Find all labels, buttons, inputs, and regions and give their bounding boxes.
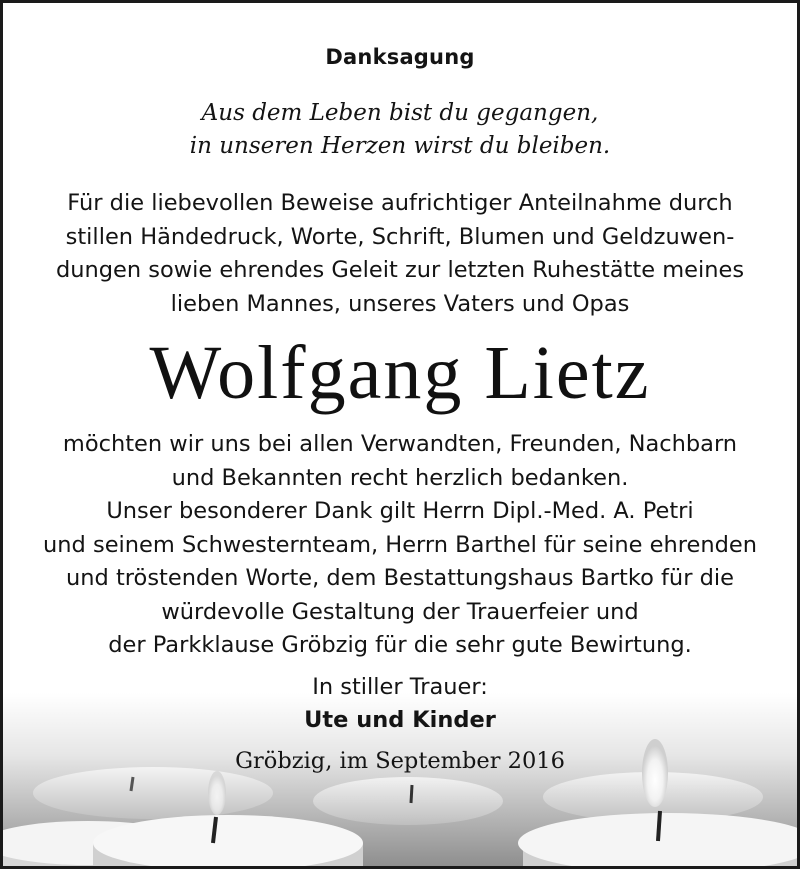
mourning-line: In stiller Trauer:	[312, 674, 488, 700]
intro-line: Für die liebevollen Beweise aufrichtiger Anteilnahme durch	[67, 190, 733, 216]
intro-line: lieben Mannes, unseres Vaters und Opas	[170, 290, 630, 317]
thanks-line: und Bekannten recht herzlich bedanken.	[171, 464, 629, 491]
intro-line: dungen sowie ehrendes Geleit zur letzten Ruhestätte meines	[55, 257, 745, 283]
mourner-names: Ute und Kinder	[304, 707, 496, 733]
thanks-paragraph	[3, 428, 797, 663]
memorial-poem	[3, 97, 797, 163]
deceased-name: Wolfgang Lietz	[149, 331, 651, 415]
thanks-line: Unser besonderer Dank gilt Herrn Dipl.-Med. A. Petri	[106, 498, 694, 524]
thanks-line: der Parkklause Gröbzig für die sehr gute Bewirtung.	[108, 632, 692, 658]
notice-heading: Danksagung	[325, 45, 475, 69]
thanks-line: möchten wir uns bei allen Verwandten, Freunden, Nachbarn	[62, 431, 738, 457]
intro-paragraph	[3, 187, 797, 321]
signature-block	[3, 671, 797, 737]
place-date: Gröbzig, im September 2016	[235, 748, 565, 774]
poem-line: in unseren Herzen wirst du bleiben.	[189, 133, 611, 159]
thanks-line: und tröstenden Worte, dem Bestattungshaus Bartko für die	[66, 565, 734, 591]
thanks-line: würdevolle Gestaltung der Trauerfeier und	[161, 598, 639, 625]
intro-line: stillen Händedruck, Worte, Schrift, Blumen und Geldzuwen-	[65, 223, 735, 250]
poem-line: Aus dem Leben bist du gegangen,	[201, 100, 599, 126]
thanks-line: und seinem Schwesternteam, Herrn Barthel für seine ehrenden	[43, 531, 757, 558]
